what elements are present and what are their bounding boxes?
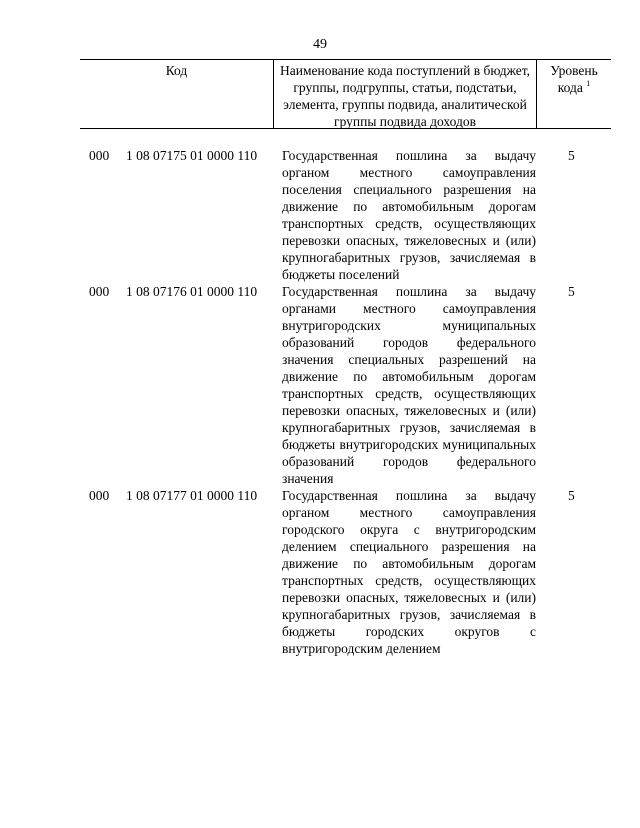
header-level-label: Уровень кода <box>550 63 598 95</box>
header-name: Наименование кода поступлений в бюджет, группы, подгруппы, статьи, подстатьи, элемента, группы подвида, аналитической группы подвида доходов <box>274 60 537 128</box>
row-level: 5 <box>568 488 575 503</box>
row-revenue-code: 1 08 07176 01 0000 110 <box>126 284 258 299</box>
header-level <box>537 60 611 128</box>
table-row <box>80 147 611 283</box>
table-header <box>80 59 611 129</box>
footnote-marker: 1 <box>586 79 591 88</box>
row-level: 5 <box>568 148 575 163</box>
row-admin-code: 000 <box>89 284 110 299</box>
table-row <box>80 283 611 487</box>
page-number: 49 <box>313 37 327 52</box>
row-description: Государственная пошлина за выдачу органом местного самоуправления городского округа с внутригородским делением специального разрешения на движение по автомобильным дорогам транспортных средств, осуществляющих перевозки опасных, тяжеловесных и (или) крупногабаритных грузов, зачисляемая в бюджеты городских округов с внутригородским делением <box>282 488 536 656</box>
header-code: Код <box>80 60 274 128</box>
row-admin-code: 000 <box>89 148 110 163</box>
row-level: 5 <box>568 284 575 299</box>
row-revenue-code: 1 08 07177 01 0000 110 <box>126 488 258 503</box>
row-description: Государственная пошлина за выдачу органом местного самоуправления поселения специального разрешения на движение по автомобильным дорогам транспортных средств, осуществляющих перевозки опасных, тяжеловесных и (или) крупногабаритных грузов, зачисляемая в бюджеты поселений <box>282 148 536 282</box>
row-revenue-code: 1 08 07175 01 0000 110 <box>126 148 258 163</box>
table-body <box>80 147 611 657</box>
row-description: Государственная пошлина за выдачу органами местного самоуправления внутригородских муниципальных образований городов федерального значения специальных разрешений на движение по автомобильным дорогам транспортных средств, осуществляющих перевозки опасных, тяжеловесных и (или) крупногабаритных грузов, зачисляемая в бюджеты внутригородских муниципальных образований городов федерального значения <box>282 284 536 486</box>
row-admin-code: 000 <box>89 488 110 503</box>
table-row <box>80 487 611 657</box>
